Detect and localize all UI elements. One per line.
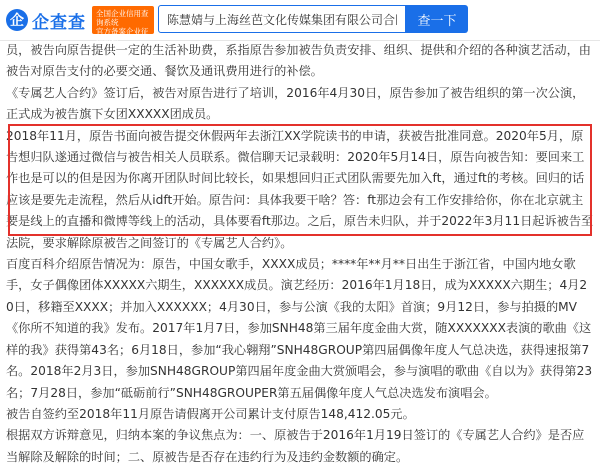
- paragraph-contract-signed: 《专属艺人合约》签订后，被告对原告进行了培训，2016年4月30日，原告参加了被告组织的第一次公演，正式成为被告旗下女团XXXXX团成员。: [6, 85, 585, 122]
- paragraph-leave-request: 2018年11月，原告书面向被告提交休假两年去浙江XX学院读书的申请，获被告批准同意。2020年5月，原告想归队遂通过微信与被告相关人员联系。微信聊天记录载明：2020年5月14日，原告向被告知：要回来工作也是可以的但是因为你离开团队时间比较长，如果想回归正式团队需要先加入ft，通过ft的考核。回归的话应该是要先走流程，然后从idft开始。原告问：具体我要干啥？答：ft那边会有工作安排给你，你在北京就主要是线上的直播和微博等线上的活动，具体要看ft那边。之后，原告未归队，并于2022年3月11日起诉被告至法院，要求解除原被告之间签订的《专属艺人合约》。: [6, 128, 594, 250]
- search-button[interactable]: 查一下: [406, 5, 468, 33]
- paragraph-subsidy: 员，被告向原告提供一定的生活补助费，系指原告参加被告负责安排、组织、提供和介绍的各种演艺活动，由被告对原告支付的必要交通、餐饮及通讯费用进行的补偿。: [6, 43, 591, 79]
- top-bar: [0, 0, 600, 45]
- judgment-text: [6, 40, 594, 468]
- paragraph-baike-profile: 百度百科介绍原告情况为：原告，中国女歌手，XXXX成员；****年**月**日出生于浙江省，中国内地女歌手，女子偶像团体XXXXX六期生，XXXXXX成员。演艺经历：2016年1月18日，成为XXXXX六期生；4月20日，移籍至XXXX；并加入XXXXXX；4月30日，参与公演《我的太阳》首演；9月12日，参与拍摄的MV《你所不知道的我》发布。2017年1月7日，参加SNH48第三届年度金曲大赏，随XXXXXXX表演的歌曲《这样的我》获得第43名；6月18日，参加“我心翱翔”SNH48GROUP第四届偶像年度人气总决选，获得速报第7名。2018年2月3日，参加SNH48GROUP第四届年度金曲大赏颁唱会，参与演唱的歌曲《自以为》获得第23名；7月28日，参加“砥砺前行”SNH48GROUPER第五届偶像年度人气总决选发布演唱会。: [6, 257, 593, 400]
- search-input[interactable]: [158, 5, 406, 33]
- paragraph-dispute-focus: 根据双方诉辩意见，归纳本案的争议焦点为：一、原被告于2016年1月19日签订的《专属艺人合约》是否应当解除及解除的时间；二、原被告是否存在违约行为及违约金数额的确定。: [6, 428, 585, 464]
- qichacha-logo[interactable]: [6, 7, 86, 33]
- credit-badge: 全国企业信用查询系统 官方备案企业征信机构: [92, 6, 154, 34]
- logo-icon: 企: [6, 9, 28, 31]
- logo-text: 企查查: [32, 12, 86, 33]
- highlight-box: [8, 124, 592, 236]
- paragraph-payment-total: 被告自签约至2018年11月原告请假离开公司累计支付原告148,412.05元。: [6, 406, 415, 421]
